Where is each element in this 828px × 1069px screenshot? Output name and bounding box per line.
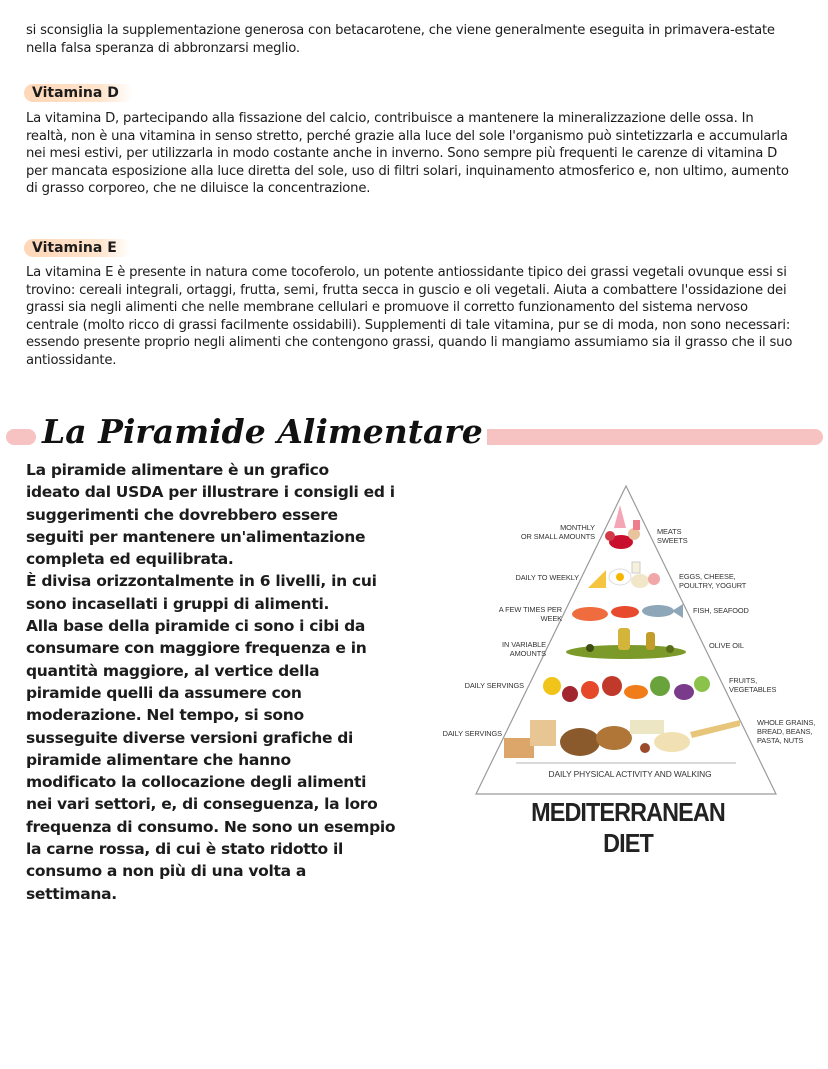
description-line: La piramide alimentare è un grafico: [26, 461, 329, 479]
description-line: piramide quelli da assumere con: [26, 683, 302, 702]
label-physical-activity: DAILY PHYSICAL ACTIVITY AND WALKING: [548, 769, 712, 779]
label-fruits-vegetables: FRUITS, VEGETABLES: [729, 676, 777, 694]
description-line: susseguite diverse versioni grafiche di: [26, 728, 354, 747]
diagram-caption: MEDITERRANEAN DIET: [531, 797, 725, 858]
description-line: modificato la collocazione degli alimenti: [26, 773, 367, 792]
description-line: settimana.: [26, 884, 117, 903]
label-daily-servings-base: DAILY SERVINGS: [442, 729, 502, 738]
description-line: Alla base della piramide ci sono i cibi da: [26, 617, 366, 636]
label-variable-amounts: IN VARIABLE AMOUNTS: [502, 640, 546, 658]
pyramid-description: [26, 459, 436, 905]
description-line: suggerimenti che dovrebbero essere: [26, 505, 338, 524]
description-line: consumare con maggiore frequenza e in: [26, 639, 367, 658]
description-line: quantità maggiore, al vertice della: [26, 661, 320, 680]
title-accent-right: [475, 429, 823, 445]
label-whole-grains: WHOLE GRAINS, BREAD, BEANS, PASTA, NUTS: [757, 718, 816, 745]
label-fish-seafood: FISH, SEAFOOD: [693, 606, 749, 615]
description-line: moderazione. Nel tempo, si sono: [26, 706, 304, 725]
vitamin-e-heading: Vitamina E: [24, 239, 131, 257]
label-meats-sweets: MEATS SWEETS: [657, 527, 688, 545]
description-line: È divisa orizzontalmente in 6 livelli, in cui: [26, 572, 377, 591]
label-few-times-week: A FEW TIMES PER WEEK: [498, 605, 562, 623]
label-monthly: MONTHLY OR SMALL AMOUNTS: [520, 523, 595, 541]
description-line: la carne rossa, di cui è stato ridotto il: [26, 840, 343, 859]
description-line: frequenza di consumo. Ne sono un esempio: [26, 817, 396, 836]
description-line: piramide alimentare che hanno: [26, 750, 291, 769]
label-daily-to-weekly: DAILY TO WEEKLY: [515, 573, 579, 582]
description-line: consumo a non più di una volta a: [26, 862, 307, 881]
label-daily-servings: DAILY SERVINGS: [464, 681, 524, 690]
description-line: nei vari settori, e, di conseguenza, la loro: [26, 795, 378, 814]
description-line: seguiti per mantenere un'alimentazione: [26, 527, 366, 546]
description-line: sono incasellati i gruppi di alimenti.: [26, 594, 330, 613]
title-accent-left: [6, 429, 36, 445]
label-eggs-cheese: EGGS, CHEESE, POULTRY, YOGURT: [679, 572, 747, 590]
vitamin-d-paragraph: La vitamina D, partecipando alla fissazione del calcio, contribuisce a mantenere la mineralizzazione delle ossa. In realtà, non è una vitamina in senso stretto, perché grazie alla luce del sole l'organismo può sintetizzarla e accumularla nei mesi estivi, per utilizzarla in modo costante anche in inverno. Sono sempre più frequenti le carenze di vitamina D per mancata esposizione alla luce diretta del sole, uso di filtri solari, inquinamento atmosferico e, non ultimo, aumento di grasso corporeo, che ne diluisce la concentrazione.: [26, 111, 789, 197]
intro-paragraph: si sconsiglia la supplementazione generosa con betacarotene, che viene generalmente eseguita in primavera-estate nella falsa speranza di abbronzarsi meglio.: [26, 23, 775, 56]
description-line: ideato dal USDA per illustrare i consigli ed i: [26, 483, 395, 502]
label-olive-oil: OLIVE OIL: [709, 641, 744, 650]
vitamin-d-heading: Vitamina D: [24, 84, 133, 102]
section-title: La Piramide Alimentare: [38, 410, 487, 454]
vitamin-e-paragraph: La vitamina E è presente in natura come tocoferolo, un potente antiossidante tipico dei grassi vegetali ovunque essi si trovino: cereali integrali, ortaggi, frutta, semi, frutta secca in guscio e oli vegetali. Aiuta a combattere l'ossidazione dei grassi sia negli alimenti che nelle membrane cellulari e promuove il corretto funzionamento del sistema nervoso centrale (molto ricco di grassi facilmente ossidabili). Supplementi di tale vitamina, pur se di moda, non sono necessari: essendo presente proprio negli alimenti che contengono grassi, quando li mangiamo assumiamo sia il grasso che il suo antiossidante.: [26, 265, 793, 368]
description-line: completa ed equilibrata.: [26, 550, 234, 569]
